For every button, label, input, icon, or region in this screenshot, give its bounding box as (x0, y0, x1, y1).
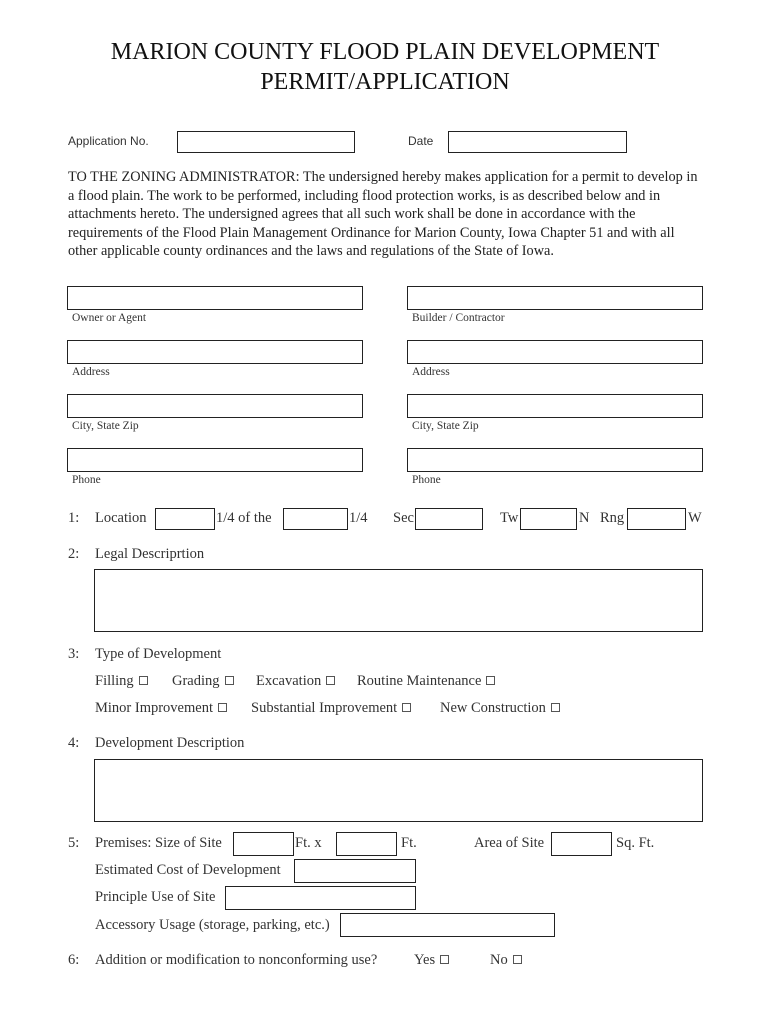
option-yes[interactable] (414, 952, 449, 969)
accessory-usage-input[interactable] (340, 913, 555, 937)
builder-address-input[interactable] (407, 340, 703, 364)
w-label: W (688, 510, 702, 526)
location-quarter-input-2[interactable] (283, 508, 348, 530)
owner-city-label: City, State Zip (72, 420, 139, 432)
estimated-cost-input[interactable] (294, 859, 416, 883)
sec-input[interactable] (415, 508, 483, 530)
option-minor-improvement[interactable] (95, 700, 227, 717)
option-filling-label: Filling (95, 673, 134, 689)
option-substantial-improvement-label: Substantial Improvement (251, 700, 398, 716)
option-filling[interactable] (95, 673, 148, 690)
ft-label: Ft. (401, 835, 417, 851)
rng-input[interactable] (627, 508, 686, 530)
section-4-number: 4: (68, 735, 80, 751)
owner-label: Owner or Agent (72, 312, 147, 324)
option-yes-label: Yes (414, 952, 436, 968)
option-routine-maintenance[interactable] (357, 673, 495, 690)
substantial-improvement-checkbox[interactable] (402, 703, 411, 712)
option-grading[interactable] (172, 673, 234, 690)
section-3-number: 3: (68, 646, 80, 662)
section-5-number: 5: (68, 835, 80, 851)
builder-city-input[interactable] (407, 394, 703, 418)
development-description-input[interactable] (94, 759, 703, 822)
quarter-label: 1/4 (349, 510, 368, 526)
owner-phone-input[interactable] (67, 448, 363, 472)
rng-label: Rng (600, 510, 625, 526)
section-1-number: 1: (68, 510, 80, 526)
builder-phone-label: Phone (412, 474, 441, 486)
option-no-label: No (490, 952, 508, 968)
option-grading-label: Grading (172, 673, 220, 689)
option-excavation-label: Excavation (256, 673, 322, 689)
option-no[interactable] (490, 952, 522, 969)
section-2-number: 2: (68, 546, 80, 562)
site-size-input-2[interactable] (336, 832, 397, 856)
owner-city-input[interactable] (67, 394, 363, 418)
owner-input[interactable] (67, 286, 363, 310)
option-minor-improvement-label: Minor Improvement (95, 700, 213, 716)
legal-description-input[interactable] (94, 569, 703, 632)
principle-use-input[interactable] (225, 886, 416, 910)
location-quarter-input-1[interactable] (155, 508, 215, 530)
builder-phone-input[interactable] (407, 448, 703, 472)
filling-checkbox[interactable] (139, 676, 148, 685)
option-substantial-improvement[interactable] (251, 700, 411, 717)
owner-address-label: Address (72, 366, 110, 378)
builder-input[interactable] (407, 286, 703, 310)
excavation-checkbox[interactable] (326, 676, 335, 685)
accessory-usage-label: Accessory Usage (storage, parking, etc.) (95, 917, 330, 933)
date-input[interactable] (448, 131, 627, 153)
owner-phone-label: Phone (72, 474, 101, 486)
estimated-cost-label: Estimated Cost of Development (95, 862, 281, 878)
principle-use-label: Principle Use of Site (95, 889, 216, 905)
yes-checkbox[interactable] (440, 955, 449, 964)
tw-input[interactable] (520, 508, 577, 530)
development-description-label: Development Description (95, 735, 245, 751)
minor-improvement-checkbox[interactable] (218, 703, 227, 712)
legal-description-label: Legal Descriprtion (95, 546, 205, 562)
location-label: Location (95, 510, 147, 526)
grading-checkbox[interactable] (225, 676, 234, 685)
quarter-of-the-label: 1/4 of the (216, 510, 272, 526)
section-6-number: 6: (68, 952, 80, 968)
builder-label: Builder / Contractor (412, 312, 505, 324)
type-of-development-label: Type of Development (95, 646, 222, 662)
nonconforming-use-label: Addition or modification to nonconforming use? (95, 952, 378, 968)
sqft-label: Sq. Ft. (616, 835, 655, 851)
builder-address-label: Address (412, 366, 450, 378)
page-title-line2: PERMIT/APPLICATION (260, 69, 510, 95)
option-routine-maintenance-label: Routine Maintenance (357, 673, 482, 689)
site-size-input-1[interactable] (233, 832, 294, 856)
option-excavation[interactable] (256, 673, 335, 690)
area-of-site-label: Area of Site (474, 835, 545, 851)
option-new-construction[interactable] (440, 700, 560, 717)
ft-x-label: Ft. x (295, 835, 322, 851)
owner-address-input[interactable] (67, 340, 363, 364)
area-of-site-input[interactable] (551, 832, 612, 856)
new-construction-checkbox[interactable] (551, 703, 560, 712)
builder-city-label: City, State Zip (412, 420, 479, 432)
page-title-line1: MARION COUNTY FLOOD PLAIN DEVELOPMENT (110, 39, 660, 65)
application-no-label: Application No. (68, 134, 149, 148)
sec-label: Sec (393, 510, 414, 526)
application-no-input[interactable] (177, 131, 355, 153)
intro-paragraph: TO THE ZONING ADMINISTRATOR: The undersigned hereby makes application for a permit to develop in a flood plain. The work to be performed, including flood protection works, is as described below and in attachments hereto. The undersigned agrees that all such work shall be done in accordance with the requirements of the Flood Plain Management Ordinance for Marion County, Iowa Chapter 51 and with all other applicable county ordinances and the laws and regulations of the State of Iowa. (68, 169, 698, 260)
routine-maintenance-checkbox[interactable] (486, 676, 495, 685)
tw-label: Tw (500, 510, 519, 526)
no-checkbox[interactable] (513, 955, 522, 964)
date-label: Date (408, 134, 434, 148)
option-new-construction-label: New Construction (440, 700, 546, 716)
premises-size-label: Premises: Size of Site (95, 835, 222, 851)
n-label: N (579, 510, 590, 526)
